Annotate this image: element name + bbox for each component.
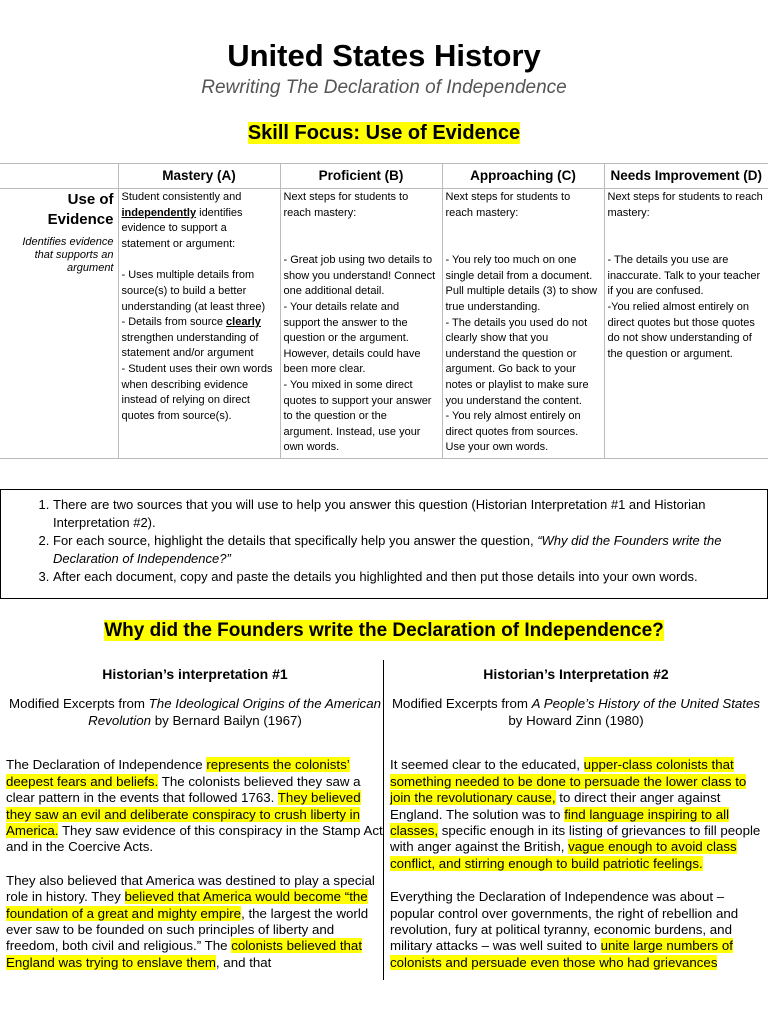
excerpt-text: The colonists believed they saw a clear pattern in the events that followed 1763. [6, 773, 361, 806]
criterion-title: Use of Evidence [47, 191, 114, 228]
mastery-bullet-text: strengthen understanding of statement and/or argument [121, 331, 259, 360]
source-title: The Ideological Origins of the American Revolution [88, 696, 381, 728]
interpretation-2-paragraph [390, 757, 762, 872]
rubric-header-approaching: Approaching (C) [442, 164, 604, 189]
instruction-item: 3. After each document, copy and paste the details you highlighted and then put those details into your own words. [53, 568, 767, 586]
approaching-bullet: - You rely almost entirely on direct quotes from sources. Use your own words. [445, 410, 581, 454]
excerpt-text: , the largest the world ever saw to be founded on such principles of liberty and freedom, both civil and religious.” The [6, 905, 369, 954]
interpretation-1-source [6, 696, 384, 729]
source-author: by Bernard Bailyn (1967) [154, 712, 302, 728]
highlighted-evidence: find language inspiring to all classes, [390, 806, 730, 839]
interpretation-1-column [6, 660, 384, 971]
proficient-bullet: - Your details relate and support the answer to the question or the argument. However, details could have been more clear. [283, 300, 421, 376]
highlighted-evidence: represents the colonists’ deepest fears and beliefs. [6, 757, 350, 789]
rubric-cell-proficient [280, 189, 442, 459]
proficient-bullet: - You mixed in some direct quotes to support your answer to the question or the argument. Instead, use your own words. [283, 378, 432, 454]
main-question-heading [0, 620, 768, 642]
approaching-bullet: - You rely too much on one single detail from a document. Pull multiple details (3) to show true understanding. [445, 254, 598, 313]
rubric-cell-mastery [118, 189, 280, 459]
rubric-row-use-of-evidence [0, 189, 768, 459]
interpretation-2-paragraph [390, 889, 762, 971]
excerpt-text: They saw evidence of this conspiracy in the Stamp Act and in the Coercive Acts. [6, 823, 383, 855]
mastery-intro: Student consistently and [121, 191, 242, 203]
instruction-item: 1. There are two sources that you will use to help you answer this question (Historian Interpretation #1 and Historian Interpretation #2). [53, 496, 767, 532]
column-divider [383, 660, 384, 980]
skill-focus-heading [0, 122, 768, 145]
approaching-bullet: - The details you used do not clearly show that you understand the question or argument. Go back to your notes or playlist to make sure you understand the content. [445, 316, 589, 407]
interpretation-1-paragraph [6, 873, 384, 971]
excerpt-text: to direct their anger against England. The solution was to [390, 790, 721, 822]
rubric-header-mastery: Mastery (A) [118, 164, 280, 189]
skill-focus-text: Skill Focus: Use of Evidence [247, 122, 521, 144]
highlighted-evidence: upper-class colonists that something needed to be done to persuade the lower class to join the revolutionary cause, [390, 757, 747, 806]
excerpt-text: It seemed clear to the educated, [390, 757, 580, 773]
rubric-criterion-cell [0, 189, 118, 459]
highlighted-evidence: believed that America would become “the foundation of a great and mighty empire [6, 889, 368, 921]
mastery-bullet-underlined: clearly [226, 316, 261, 329]
rubric-cell-approaching [442, 189, 604, 459]
main-question-text: Why did the Founders write the Declaration of Independence? [104, 620, 664, 641]
mastery-bullet: - Student uses their own words when describing evidence instead of relying on direct quotes from source(s). [121, 362, 273, 422]
approaching-next-steps: Next steps for students to reach mastery: [445, 191, 571, 219]
interpretation-2-heading: Historian’s Interpretation #2 [483, 666, 669, 682]
interpretation-1-paragraph [6, 757, 384, 855]
instructions-list [1, 496, 767, 586]
highlighted-evidence: colonists believed that England was trying to enslave them [6, 938, 363, 970]
needs-bullet: - The details you use are inaccurate. Talk to your teacher if you are confused. [607, 254, 761, 298]
proficient-next-steps: Next steps for students to reach mastery: [283, 191, 409, 219]
highlighted-evidence: unite large numbers of colonists and persuade even those who had grievances [390, 938, 733, 970]
highlighted-evidence: vague enough to avoid class conflict, and stirring enough to build patriotic feelings. [390, 839, 737, 871]
excerpt-text: Everything the Declaration of Independence was about – popular control over governments, the right of rebellion and revolution, fury at political tyranny, economic burdens, and military attacks – was well suited to [390, 889, 739, 954]
criterion-description: Identifies evidence that supports an argument [22, 236, 114, 274]
rubric-header-needs-improvement: Needs Improvement (D) [604, 164, 768, 189]
mastery-bullet: - Uses multiple details from source(s) to build a better understanding (at least three) [121, 269, 266, 313]
interpretation-2-source [390, 696, 762, 729]
highlighted-evidence: They believed they saw an evil and deliberate conspiracy to crush liberty in America. [6, 790, 361, 839]
source-author: by Howard Zinn (1980) [508, 712, 644, 728]
source-prefix: Modified Excerpts from [9, 696, 145, 712]
rubric-header-proficient: Proficient (B) [280, 164, 442, 189]
rubric-cell-needs-improvement [604, 189, 768, 459]
interpretation-1-heading: Historian’s interpretation #1 [102, 666, 288, 682]
proficient-bullet: - Great job using two details to show you understand! Connect one additional detail. [283, 254, 436, 298]
needs-bullet: -You relied almost entirely on direct quotes but those quotes do not show understanding of the question or argument. [607, 300, 755, 360]
mastery-intro-rest: identifies evidence to support a statement or argument: [121, 206, 243, 250]
excerpt-text: , and that [215, 954, 272, 970]
rubric-header-row [0, 164, 768, 189]
rubric-table [0, 163, 768, 459]
excerpt-text: The Declaration of Independence [6, 757, 203, 773]
interpretation-2-column [390, 660, 762, 971]
instruction-question: “Why did the Founders write the Declaration of Independence?” [53, 533, 722, 566]
excerpt-text: They also believed that America was destined to play a special role in history. They [6, 872, 375, 905]
instructions-box [0, 489, 768, 599]
rubric-header-blank [0, 164, 118, 189]
instruction-item [53, 532, 767, 568]
mastery-intro-underlined: independently [121, 206, 197, 219]
instruction-text: For each source, highlight the details that specifically help you answer the question, [53, 533, 534, 548]
mastery-bullet [122, 315, 277, 362]
source-title: A People’s History of the United States [531, 696, 761, 712]
document-title: United States History [227, 38, 541, 73]
needs-next-steps: Next steps for students to reach mastery: [607, 191, 763, 219]
mastery-bullet-text: - Details from source [121, 316, 223, 329]
excerpt-text: specific enough in its listing of grievances to fill people with anger against the British, [390, 823, 761, 855]
document-subtitle: Rewriting The Declaration of Independence [201, 77, 567, 98]
source-prefix: Modified Excerpts from [391, 696, 528, 712]
